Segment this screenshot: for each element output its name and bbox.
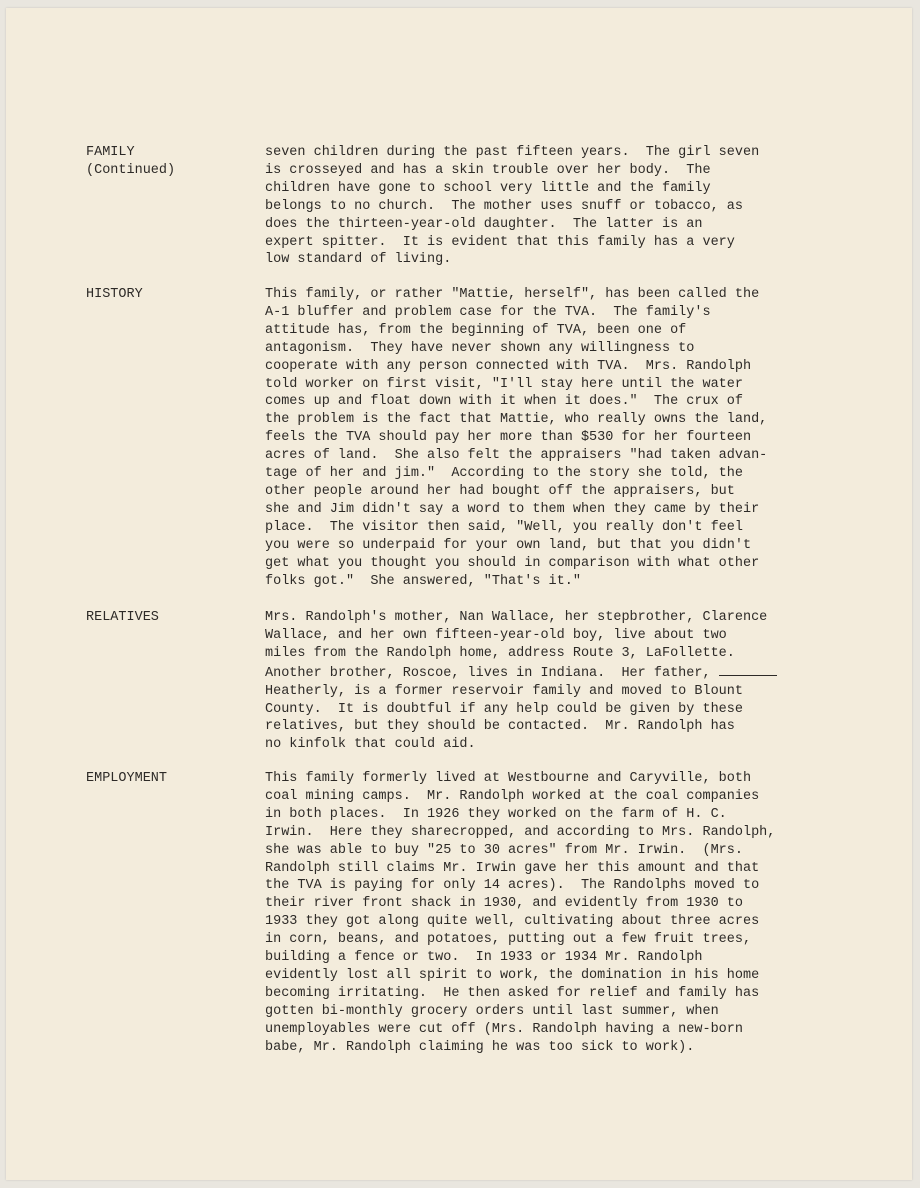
- text-line: in corn, beans, and potatoes, putting out a few fruit trees,: [265, 932, 752, 948]
- text-line: unemployables were cut off (Mrs. Randolph having a new-born: [265, 1021, 743, 1037]
- text-line: evidently lost all spirit to work, the domination in his home: [265, 967, 760, 983]
- text-line: belongs to no church. The mother uses snuff or tobacco, as: [265, 198, 743, 214]
- text-line: becoming irritating. He then asked for relief and family has: [265, 985, 760, 1001]
- text-line: Mrs. Randolph's mother, Nan Wallace, her stepbrother, Clarence: [265, 610, 768, 625]
- paper-sheet: [6, 8, 912, 1180]
- label-line: FAMILY: [86, 145, 135, 160]
- text-line: expert spitter. It is evident that this family has a very: [265, 234, 735, 250]
- text-line: is crosseyed and has a skin trouble over her body. The: [265, 162, 711, 178]
- text-line: children have gone to school very little and the family: [265, 180, 711, 196]
- text-line: get what you thought you should in comparison with what other: [265, 555, 760, 571]
- text-line: building a fence or two. In 1933 or 1934 Mr. Randolph: [265, 950, 703, 966]
- text-line: This family formerly lived at Westbourne and Caryville, both: [265, 771, 752, 786]
- text-line: comes up and float down with it when it does." The crux of: [265, 394, 743, 410]
- text-line: Irwin. Here they sharecropped, and according to Mrs. Randolph,: [265, 824, 776, 840]
- text-line: low standard of living.: [265, 252, 452, 268]
- text-line: babe, Mr. Randolph claiming he was too sick to work).: [265, 1039, 695, 1055]
- label-line: (Continued): [86, 162, 176, 178]
- label-line: RELATIVES: [86, 610, 159, 625]
- text-line: you were so underpaid for your own land, but that you didn't: [265, 537, 752, 553]
- text-line: This family, or rather "Mattie, herself", has been called the: [265, 287, 760, 302]
- text-line: she and Jim didn't say a word to them when they came by their: [265, 501, 760, 517]
- blank-underline: [719, 663, 777, 676]
- label-line: EMPLOYMENT: [86, 771, 168, 786]
- text-line: Heatherly, is a former reservoir family and moved to Blount: [265, 683, 743, 699]
- text-line: Randolph still claims Mr. Irwin gave her this amount and that: [265, 860, 760, 876]
- text-line: their river front shack in 1930, and evidently from 1930 to: [265, 896, 743, 912]
- section-text: [265, 144, 835, 269]
- text-line: antagonism. They have never shown any willingness to: [265, 340, 695, 356]
- section-text: [265, 609, 835, 754]
- text-line: 1933 they got along quite well, cultivating about three acres: [265, 914, 760, 930]
- section-label: [86, 770, 256, 788]
- text-line: relatives, but they should be contacted. Mr. Randolph has: [265, 719, 735, 735]
- text-line: County. It is doubtful if any help could be given by these: [265, 701, 743, 717]
- text-line: seven children during the past fifteen years. The girl seven: [265, 145, 760, 160]
- text-line: other people around her had bought off the appraisers, but: [265, 483, 735, 499]
- text-line: cooperate with any person connected with TVA. Mrs. Randolph: [265, 358, 752, 374]
- text-line: feels the TVA should pay her more than $530 for her fourteen: [265, 430, 752, 446]
- section-text: [265, 286, 835, 590]
- text-line: place. The visitor then said, "Well, you really don't feel: [265, 519, 743, 535]
- section-label: [86, 609, 256, 627]
- text-line: in both places. In 1926 they worked on the farm of H. C.: [265, 806, 727, 822]
- text-line: told worker on first visit, "I'll stay here until the water: [265, 376, 743, 392]
- text-line: the problem is the fact that Mattie, who really owns the land,: [265, 412, 768, 428]
- text-line: tage of her and jim." According to the story she told, the: [265, 466, 743, 482]
- text-line: acres of land. She also felt the appraisers "had taken advan-: [265, 448, 768, 464]
- text-line: gotten bi-monthly grocery orders until last summer, when: [265, 1003, 719, 1019]
- text-line: the TVA is paying for only 14 acres). The Randolphs moved to: [265, 878, 760, 894]
- section-text: [265, 770, 835, 1057]
- text-line: A-1 bluffer and problem case for the TVA. The family's: [265, 304, 711, 320]
- section-label: [86, 286, 256, 304]
- text-line: no kinfolk that could aid.: [265, 737, 476, 753]
- text-line: she was able to buy "25 to 30 acres" from Mr. Irwin. (Mrs.: [265, 842, 743, 858]
- document-body: [6, 8, 912, 1180]
- text-line: Wallace, and her own fifteen-year-old boy, live about two: [265, 627, 727, 643]
- section-label: [86, 144, 256, 180]
- text-fragment: Another brother, Roscoe, lives in Indiana. Her father,: [265, 665, 711, 681]
- text-line: miles from the Randolph home, address Route 3, LaFollette.: [265, 645, 735, 661]
- text-line: coal mining camps. Mr. Randolph worked at the coal companies: [265, 788, 760, 804]
- text-line: folks got." She answered, "That's it.": [265, 573, 581, 589]
- text-line: [265, 663, 835, 683]
- label-line: HISTORY: [86, 287, 143, 302]
- text-line: attitude has, from the beginning of TVA, been one of: [265, 322, 687, 338]
- text-line: does the thirteen-year-old daughter. The latter is an: [265, 216, 703, 232]
